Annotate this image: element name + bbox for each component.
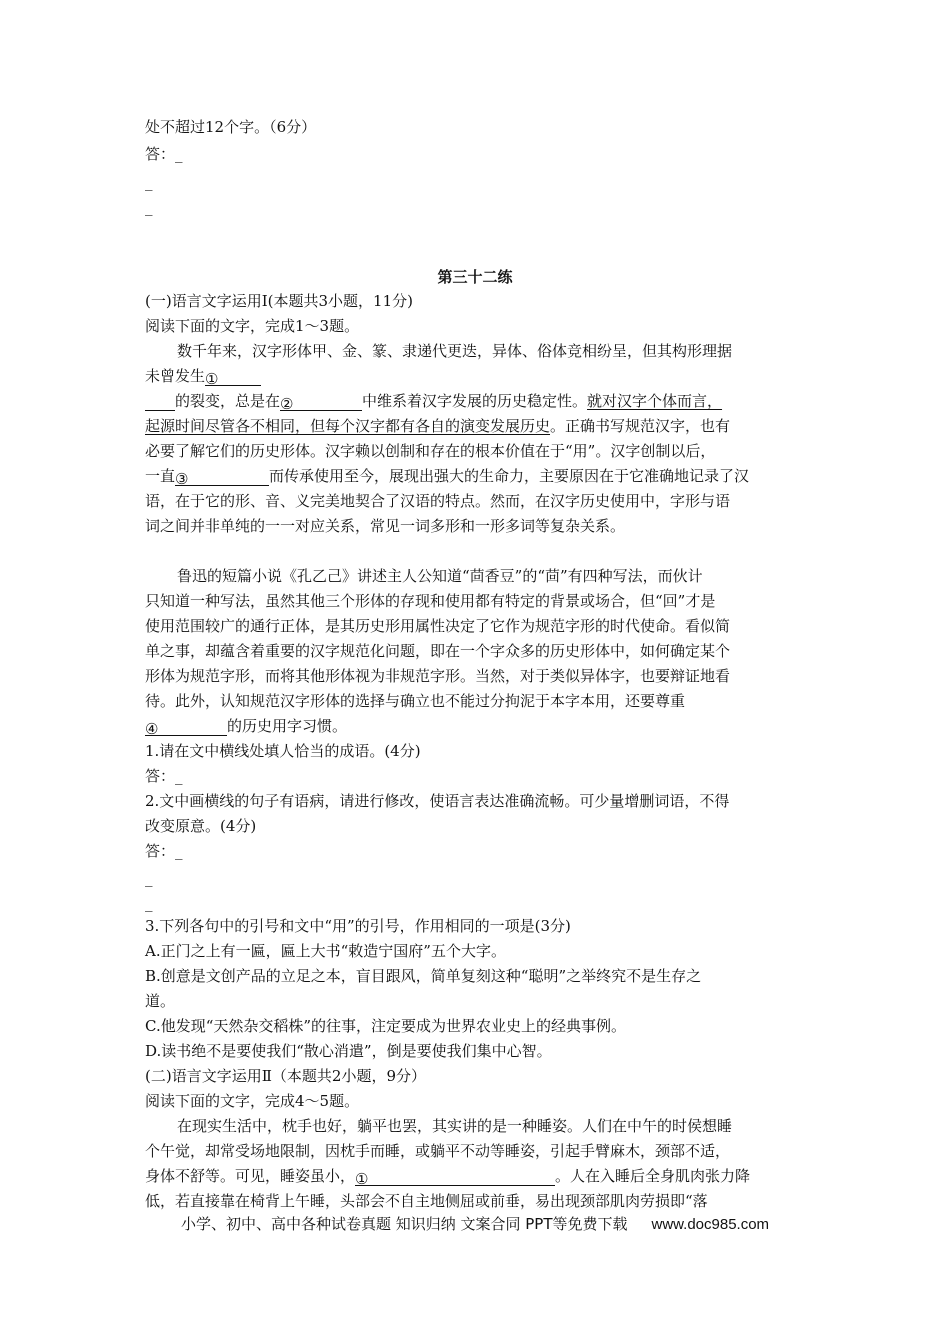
passage1-line bbox=[145, 416, 730, 436]
blank-2[interactable] bbox=[280, 394, 362, 411]
part1-heading: (一)语言文字运用Ⅰ(本题共3小题，11分) bbox=[145, 292, 413, 310]
passage2-line: 只知道一种写法，虽然其他三个形体的存现和使用都有特定的背景或场合，但“回”才是 bbox=[145, 592, 716, 610]
passage1-line bbox=[145, 466, 749, 486]
question-3: 3.下列各句中的引号和文中“用”的引号，作用相同的一项是(3分) bbox=[145, 917, 571, 935]
passage-text: 。正确书写规范汉字，也有 bbox=[550, 417, 731, 435]
passage-text: 一直 bbox=[145, 467, 176, 485]
blank-4[interactable] bbox=[145, 719, 227, 736]
footer-url[interactable]: www.doc985.com bbox=[651, 1216, 770, 1233]
passage-text: 的裂变，总是在 bbox=[175, 392, 281, 410]
passage3-line: 低，若直接靠在椅背上午睡，头部会不自主地侧屈或前垂，易出现颈部肌肉劳损即“落 bbox=[145, 1192, 708, 1210]
passage1-line: 词之间并非单纯的一一对应关系，常见一词多形和一形多词等复杂关系。 bbox=[145, 517, 626, 535]
passage-text: 身体不舒等。可见，睡姿虽小， bbox=[145, 1167, 356, 1185]
passage1-line: 必要了解它们的历史形体。汉字赖以创制和存在的根本价值在于“用”。汉字创制以后， bbox=[145, 442, 716, 460]
question-2-cont: 改变原意。(4分) bbox=[145, 817, 257, 835]
passage2-line bbox=[145, 716, 347, 736]
blank-marker: ③ bbox=[175, 470, 189, 488]
passage3-line: 在现实生活中，枕手也好，躺平也罢，其实讲的是一种睡姿。人们在中午的时侯想睡 bbox=[177, 1117, 733, 1135]
blank-5[interactable] bbox=[355, 1169, 555, 1186]
underlined-sentence: 起源时间尽管各不相同，但每个汉字都有各自的演变发展历史 bbox=[145, 417, 551, 435]
passage1-line: 语，在于它的形、音、义完美地契合了汉语的特点。然而，在汉字历史使用中，字形与语 bbox=[145, 492, 731, 510]
passage1-line: 数千年来，汉字形体甲、金、篆、隶递代更迭，异体、俗体竞相纷呈，但其构形理据 bbox=[177, 342, 733, 360]
passage2-line: 待。此外，认知规范汉字形体的选择与确立也不能过分拘泥于本字本用，还要尊重 bbox=[145, 692, 686, 710]
blank-marker: ① bbox=[205, 370, 219, 388]
blank-1-continued[interactable] bbox=[145, 394, 175, 411]
answer-line[interactable]: 答：_ bbox=[145, 767, 183, 785]
passage2-line: 使用范围较广的通行正体，是其历史形用属性决定了它作为规范字形的时代使命。看似简 bbox=[145, 617, 731, 635]
prev-answer-dash: _ bbox=[145, 173, 153, 191]
passage-text: 。人在入睡后全身肌肉张力降 bbox=[555, 1167, 751, 1185]
passage3-line: 个午觉，却常受场地限制，因枕手而睡，或躺平不动等睡姿，引起手臂麻木，颈部不适， bbox=[145, 1142, 731, 1160]
option-c: C.他发现“天然杂交稻株”的往事，注定要成为世界农业史上的经典事例。 bbox=[145, 1017, 627, 1035]
passage1-line bbox=[145, 391, 722, 411]
underlined-sentence: 就对汉字个体而言， bbox=[587, 392, 723, 410]
prev-question-tail: 处不超过12个字。（6分） bbox=[145, 118, 317, 136]
passage-text: 未曾发生 bbox=[145, 367, 206, 385]
blank-1[interactable] bbox=[205, 369, 261, 386]
option-b-cont: 道。 bbox=[145, 992, 176, 1010]
passage3-line bbox=[145, 1166, 750, 1186]
prev-answer-line: 答：_ bbox=[145, 145, 183, 163]
footer-text: 小学、初中、高中各种试卷真题 知识归纳 文案合同 PPT等免费下载 bbox=[180, 1215, 628, 1233]
passage2-line: 鲁迅的短篇小说《孔乙己》讲述主人公知道“茴香豆”的“茴”有四种写法，而伙计 bbox=[177, 567, 703, 585]
blank-marker: ② bbox=[280, 395, 294, 413]
answer-line[interactable]: 答：_ bbox=[145, 842, 183, 860]
question-2: 2.文中画横线的句子有语病，请进行修改，使语言表达准确流畅。可少量增删词语，不得 bbox=[145, 792, 730, 810]
part1-instruction: 阅读下面的文字，完成1～3题。 bbox=[145, 317, 360, 335]
part2-heading: (二)语言文字运用Ⅱ（本题共2小题，9分） bbox=[145, 1067, 426, 1085]
blank-marker: ① bbox=[355, 1170, 369, 1188]
blank-marker: ④ bbox=[145, 720, 159, 738]
passage2-line: 形体为规范字形，而将其他形体视为非规范字形。当然，对于类似异体字，也要辩证地看 bbox=[145, 667, 731, 685]
answer-dash: _ bbox=[145, 894, 153, 912]
passage-text: 的历史用字习惯。 bbox=[227, 717, 348, 735]
option-a: A.正门之上有一匾，匾上大书“敕造宁国府”五个大字。 bbox=[145, 942, 506, 960]
question-1: 1.请在文中横线处填人恰当的成语。(4分) bbox=[145, 742, 421, 760]
answer-dash: _ bbox=[145, 869, 153, 887]
passage2-line: 单之事，却蕴含着重要的汉字规范化问题，即在一个字众多的历史形体中，如何确定某个 bbox=[145, 642, 731, 660]
footer bbox=[0, 1213, 950, 1234]
section-title: 第三十二练 bbox=[437, 268, 513, 286]
option-b: B.创意是文创产品的立足之本，盲目跟风，简单复刻这种“聪明”之举终究不是生存之 bbox=[145, 967, 702, 985]
part2-instruction: 阅读下面的文字，完成4～5题。 bbox=[145, 1092, 360, 1110]
blank-3[interactable] bbox=[175, 469, 269, 486]
passage-text: 而传承使用至今，展现出强大的生命力，主要原因在于它准确地记录了汉 bbox=[269, 467, 750, 485]
passage1-line bbox=[145, 366, 261, 386]
passage-text: 中维系着汉字发展的历史稳定性。 bbox=[362, 392, 588, 410]
prev-answer-dash: _ bbox=[145, 198, 153, 216]
option-d: D.读书绝不是要使我们“散心消遣”，倒是要使我们集中心智。 bbox=[145, 1042, 552, 1060]
